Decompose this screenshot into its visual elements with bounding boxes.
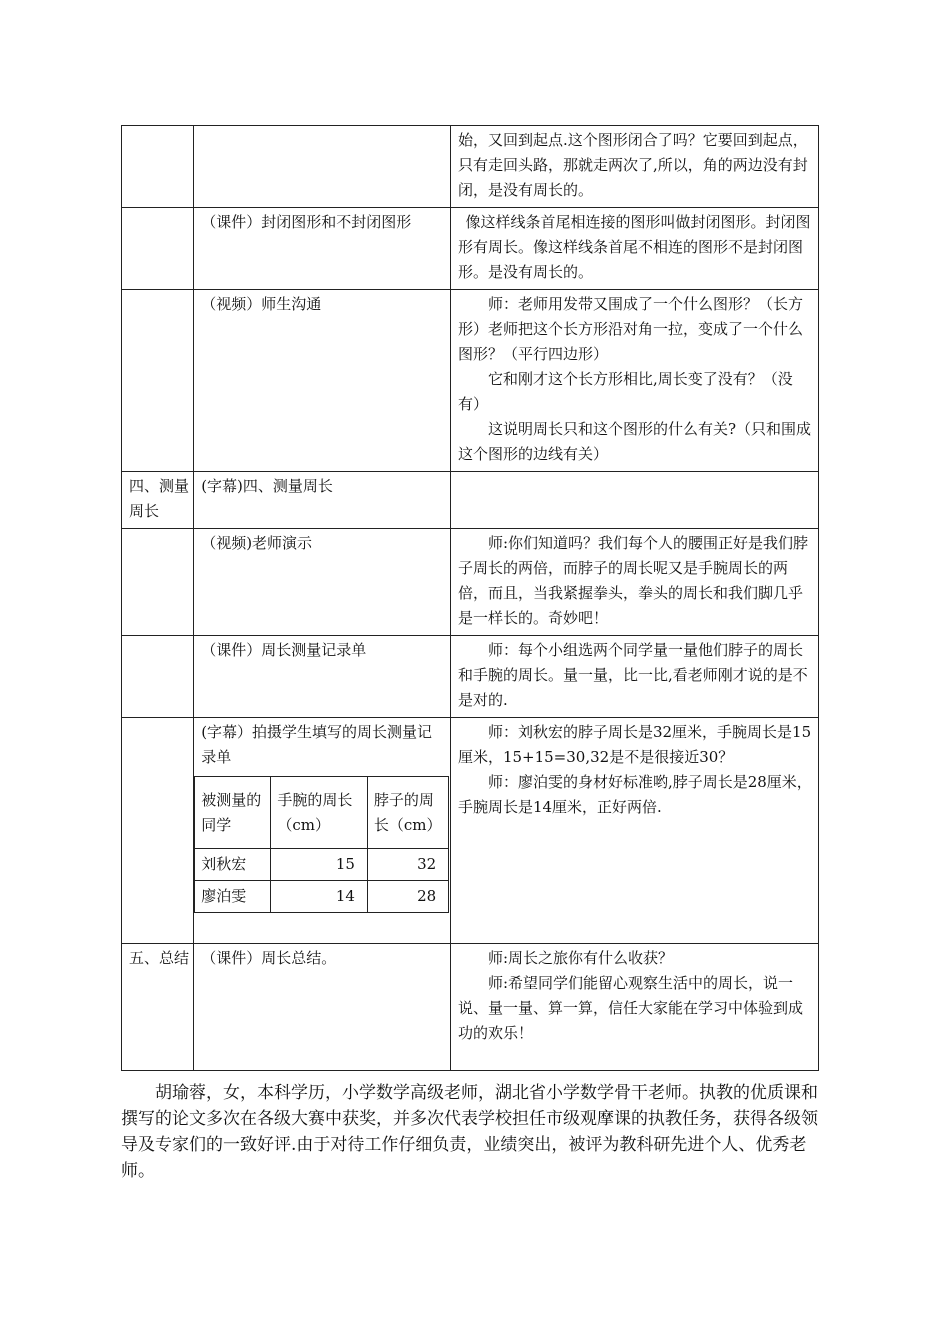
content-paragraph: 始，又回到起点.这个图形闭合了吗？它要回到起点，只有走回头路，那就走两次了,所以，角的两边没有封闭，是没有周长的。 [457,131,808,199]
table-row [122,126,819,208]
table-row [122,472,819,529]
content-paragraph: 师:希望同学们能留心观察生活中的周长，说一说、量一量、算一算，信任大家能在学习中体验到成功的欢乐！ [457,974,803,1042]
table-row [122,636,819,718]
media-label: (字幕）拍摄学生填写的周长测量记录单 [201,723,433,766]
record-row [195,881,449,913]
record-header-row [195,777,449,849]
content-cell [450,944,818,1071]
stage-cell [122,290,194,472]
record-neck: 32 [367,849,448,881]
media-cell: （视频)老师演示 [194,529,451,636]
content-paragraph: 师:周长之旅你有什么收获？ [487,949,673,967]
content-paragraph: 师：刘秋宏的脖子周长是32厘米，手腕周长是15厘米，15+15=30,32是不是很接近30？ [457,723,812,766]
media-cell [194,718,451,944]
stage-cell [122,529,194,636]
author-bio: 胡瑜蓉，女，本科学历，小学数学高级老师，湖北省小学数学骨干老师。执教的优质课和撰写的论文多次在各级大赛中获奖，并多次代表学校担任市级观摩课的执教任务，获得各级领导及专家们的一致好评.由于对待工作仔细负责，业绩突出，被评为教科研先进个人、优秀老师。 [121,1083,818,1181]
content-paragraph: 它和刚才这个长方形相比,周长变了没有？（没有） [457,370,793,413]
record-header-neck: 脖子的周长（cm） [367,777,448,849]
media-cell: （课件）周长测量记录单 [194,636,451,718]
table-row [122,944,819,1071]
content-paragraph: 师：每个小组选两个同学量一量他们脖子的周长和手腕的周长。量一量，比一比,看老师刚才说的是不是对的. [457,641,808,709]
record-student: 廖泊雯 [195,881,271,913]
content-paragraph: 像这样线条首尾相连接的图形叫做封闭图形。封闭图形有周长。像这样线条首尾不相连的图形不是封闭图形。是没有周长的。 [457,213,811,281]
content-cell [450,472,818,529]
table-row [122,208,819,290]
measurement-record-table [194,776,449,913]
stage-cell [122,636,194,718]
content-cell [450,208,818,290]
record-neck: 28 [367,881,448,913]
content-paragraph: 师：老师用发带又围成了一个什么图形？（长方形）老师把这个长方形沿对角一拉，变成了一个什么图形？（平行四边形） [457,295,803,363]
content-cell [450,718,818,944]
stage-cell: 五、总结 [122,944,194,1071]
record-row [195,849,449,881]
media-cell: （视频）师生沟通 [194,290,451,472]
table-row [122,529,819,636]
record-student: 刘秋宏 [195,849,271,881]
record-header-wrist: 手腕的周长（cm） [271,777,368,849]
stage-cell [122,718,194,944]
content-cell [450,290,818,472]
content-paragraph: 师：廖泊雯的身材好标准哟,脖子周长是28厘米，手腕周长是14厘米，正好两倍. [457,773,812,816]
record-wrist: 15 [271,849,368,881]
content-paragraph: 这说明周长只和这个图形的什么有关?（只和围成这个图形的边线有关） [457,420,811,463]
content-cell [450,126,818,208]
media-cell [194,126,451,208]
stage-cell [122,208,194,290]
record-header-student: 被测量的同学 [195,777,271,849]
content-paragraph: 师:你们知道吗？我们每个人的腰围正好是我们脖子周长的两倍，而脖子的周长呢又是手腕周长的两倍，而且，当我紧握拳头，拳头的周长和我们脚几乎是一样长的。奇妙吧！ [457,534,808,627]
table-row [122,290,819,472]
stage-cell [122,126,194,208]
table-row [122,718,819,944]
record-wrist: 14 [271,881,368,913]
stage-cell: 四、测量周长 [122,472,194,529]
content-cell [450,636,818,718]
media-cell: （课件）周长总结。 [194,944,451,1071]
lesson-plan-table [121,125,819,1071]
media-cell: （课件）封闭图形和不封闭图形 [194,208,451,290]
content-cell [450,529,818,636]
media-cell: (字幕)四、测量周长 [194,472,451,529]
